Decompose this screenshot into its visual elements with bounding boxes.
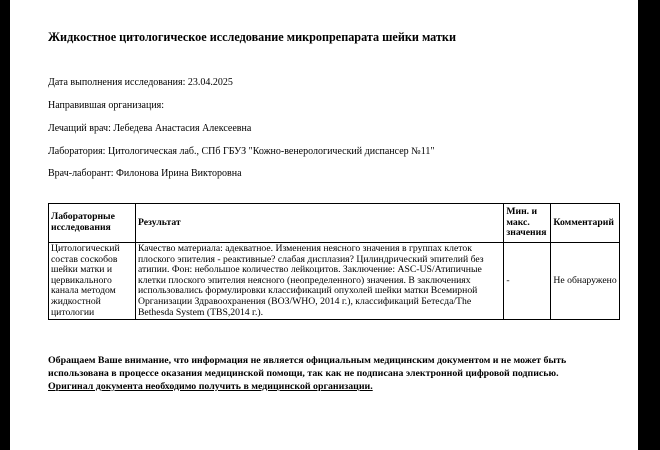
disclaimer-notice <box>48 354 620 393</box>
cell-test: Цитологический состав соскобов шейки матки и цервикального канала методом жидкостной цитологии <box>49 243 136 320</box>
table-row <box>49 243 620 320</box>
laboratory-value: Цитологическая лаб., СПб ГБУЗ "Кожно-венерологический диспансер №11" <box>107 146 435 157</box>
doctor-label: Лечащий врач: <box>48 123 111 134</box>
header-range: Мин. и макс. значения <box>504 204 551 243</box>
header-tests: Лабораторные исследования <box>49 204 136 243</box>
organization-label: Направившая организация: <box>48 100 165 111</box>
date-value: 23.04.2025 <box>187 77 233 88</box>
document-page <box>10 0 638 450</box>
header-result: Результат <box>135 204 503 243</box>
header-comment: Комментарий <box>551 204 620 243</box>
date-label: Дата выполнения исследования: <box>48 77 186 88</box>
cell-comment: Не обнаружено <box>551 243 620 320</box>
cell-range: - <box>504 243 551 320</box>
document-title: Жидкостное цитологическое исследование микропрепарата шейки матки <box>48 30 456 44</box>
notice-underlined: Оригинал документа необходимо получить в медицинской организации. <box>48 381 373 392</box>
cell-result: Качество материала: адекватное. Изменения неясного значения в группах клеток плоского эпителия - реактивные? слабая дисплазия? Цилиндрический эпителий без атипии. Фон: небольшое количество лейкоцитов. Заключение: ASC-US/Атипичные клетки плоского эпителия неясного (неопределенного) значения. В заключениях использовались формулировки классификаций опухолей шейки матки Всемирной Организации Здравоохранения (ВОЗ/WHO, 2014 г.), классификаций Бетесда/The Bethesda System (TBS,2014 г.). <box>135 243 503 320</box>
doctor-value: Лебедева Анастасия Алексеевна <box>113 123 252 134</box>
organization-line <box>48 100 164 111</box>
date-line <box>48 77 233 88</box>
doctor-line <box>48 123 251 134</box>
laboratory-line <box>48 146 434 157</box>
table-header-row <box>49 204 620 243</box>
lab-doctor-line <box>48 168 242 179</box>
notice-text: Обращаем Ваше внимание, что информация не является официальным медицинским документом и не может быть использована в процессе оказания медицинской помощи, так как не подписана электронной цифровой подписью. <box>48 355 567 379</box>
lab-doctor-value: Филонова Ирина Викторовна <box>116 168 242 179</box>
lab-doctor-label: Врач-лаборант: <box>48 168 114 179</box>
laboratory-label: Лаборатория: <box>48 146 106 157</box>
results-table <box>48 203 620 320</box>
